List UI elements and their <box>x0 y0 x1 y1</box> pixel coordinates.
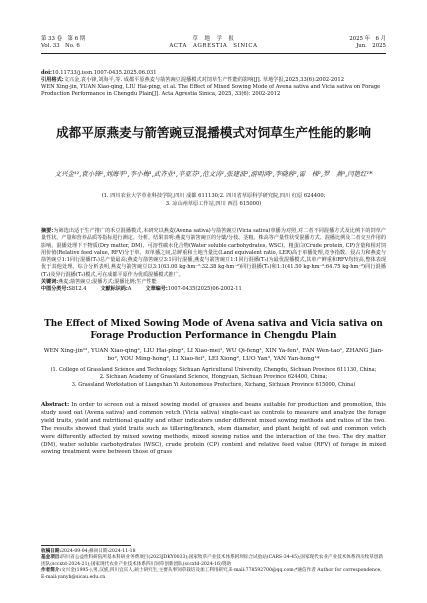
clc-label: 中图分类号: <box>41 286 69 292</box>
received-dates: 2024-09-04;修回日期:2024-11-18 <box>61 549 136 554</box>
volume-en: Vol. 33 No. 6 <box>41 43 80 49</box>
fund-label: 基金项目: <box>41 555 62 561</box>
citation-cn <box>41 77 386 84</box>
abstract-chinese <box>41 228 386 293</box>
article-number: 1007-0435(2025)06-2002-11 <box>167 286 242 292</box>
affiliation-line: 3. 凉山州草原工作站,四川 西昌 615000) <box>165 200 262 207</box>
date-cn: 2025 年 6 月 <box>349 36 386 42</box>
footnote-divider <box>41 545 131 546</box>
author-bio-note <box>41 568 386 581</box>
date-en: Jun. 2025 <box>356 43 386 49</box>
affiliations-english <box>41 367 386 389</box>
volume-cn: 第 33 卷 第 6 期 <box>41 36 86 42</box>
fund-note <box>41 555 386 568</box>
doi-label: doi: <box>41 70 52 76</box>
clc-number: S812.4 <box>68 286 87 292</box>
affiliation-line: 3. Grassland Workstation of Liangshan Yi Autonomous Prefecture, Xichang, Sichuan Province 615000, China) <box>71 381 356 388</box>
journal-name-en: ACTA AGRESTIA SINICA <box>169 43 258 49</box>
received-label: 收稿日期: <box>41 549 62 554</box>
header-divider <box>41 53 386 54</box>
abstract-en-text: In order to screen out a mixed sowing model of grasses and beans suitable for production and promotion, this study used oat (Avena sativa) and common vetch (Vicia sativa) single-cast as controls to measure and analyze the forage yield traits, yield and nutritional quality and other indicators under different mixed sowing methods and ratios of the two. The results showed that yield traits such as tillering/branch, stem diameter, and plant height of oat and common vetch were differently affected by mixed sowing methods, mixed sowing ratios and the interaction of the two. The dry matter (DM), water soluble carbohydrates (WSC), crude protein (CP) content and relative feed value (RFV) of forage in mixed sowing treatment were between those of grass <box>41 402 387 456</box>
article-number-label: 文章编号: <box>145 286 168 292</box>
affiliation-line: (1. 四川农业大学草业科技学院,四川 成都 611130;2. 四川省草原科学研究院,四川 红原 624400; <box>101 193 326 199</box>
abstract-cn-text: 为筛选出适于生产推广的禾豆混播模式,本研究以燕麦(Avena sativa)与箭筈豌豆(Vicia sativa)单播为对照,对二者不同混播方式及比例下的饲草产量性状、产量和营养品质等指标进行测定、分析。结果表明:燕麦与箭筈豌豆的分蘖/分枝、茎粗、株高等产量性状受混播方式、混播比例及二者交互作用的影响。混播处理下干物质(Dry matter, DM)、可溶性碳水化合物(Water soluble carbohydrates, WSC)、粗蛋白(Crude protein, CP)含量和相对饲用价值(Relative feed value, RFV)分于单、双单播之间,总鲜重和土地当量比(Land equivalent ratio, LER)高于单播处理,竞争指数、侵占力和燕麦与箭筈豌豆1:1同行混播(T₁)总产量最高;燕麦与箭筈豌豆3:1同行混播,燕麦与箭筈豌豆1:1同行混播(T₃)为最优混播模式,其单产鲜重和RFV均较高,整体表现优于其他处理。综合分析表明,燕麦与箭筈豌豆以3:1(63.00 kg·hm⁻²:32.38 kg·hm⁻²)同行混播(T₃)和1:1(41.50 kg·hm⁻²:64.75 kg·hm⁻²)同行混播(T₁)及异行混播(T₅)模式,可在成都平原作为优质混播模式推广。 <box>41 228 386 278</box>
citation-label: 引用格式: <box>41 77 64 84</box>
affiliations-chinese <box>41 193 386 208</box>
fund-text: 四川省公益性科研院所基本科研业务费项目(2023JDKY0033);国家牧草产业技术体系阿坝综合试验站(CARS-34-45);国家现代农业产业技术体系四川牧草创新团队(sccxtd-2024-21);国家现代农业产业技术体系四川饲草创新团队(sccxtd-2024-16)资助 <box>41 555 384 567</box>
journal-name-cn: 草 地 学 报 <box>192 36 235 42</box>
classification-row <box>41 286 386 293</box>
abstract-english <box>41 402 386 457</box>
citation-block <box>41 70 386 98</box>
running-header <box>41 36 386 54</box>
title-chinese: 成都平原燕麦与箭筈豌豆混播模式对饲草生产性能的影响 <box>56 125 371 140</box>
title-english: The Effect of Mixed Sowing Mode of Avena sativa and Vicia sativa on Forage Production Performance in Chengdu Plain <box>44 319 383 341</box>
affiliation-line: 2. Sichuan Academy of Grassland Science, Hongyuan, Sichuan Province 624400, China; <box>99 374 328 381</box>
footnotes <box>41 545 386 581</box>
keywords-chinese <box>41 279 386 286</box>
affiliation-line: (1. College of Grassland Science and Technology, Sichuan Agricultural University, Chengdu, Sichuan Province 611130, China; <box>50 367 377 373</box>
doi-value[interactable]: 10.11733/j.issn.1007-0435.2025.06.031 <box>51 70 157 76</box>
bio-label: 作者简介: <box>41 568 62 574</box>
doc-code: A <box>127 286 132 292</box>
abstract-en-label: Abstract: <box>41 402 70 408</box>
abstract-cn-label: 摘要: <box>41 228 54 234</box>
keywords-label: 关键词: <box>41 278 59 285</box>
authors-english: WEN Xing-jin¹², YUAN Xiao-qing¹, LIU Hai-ping¹, LI Xiao-mei¹, WU Qi-feng¹, XIN Ya-fen¹, FAN Wen-tao¹, ZHANG Jian-bo², YOU Ming-hong², LI Xiao-fei², LEI Xiong², LUO Yan³, YAN Yan-hong¹* <box>43 348 384 362</box>
citation-en: WEN Xing-jin, YUAN Xiao-qing, LIU Hai-ping, et al. The Effect of Mixed Sowing Mode of Avena sativa and Vicia sativa on Forage Production Performance in Chengdu Plain[J]. Acta Agrestia Sinica, 2025, 33(6): 2002-2012 <box>41 84 381 98</box>
bio-text: 文兴金(1995-),男,汉族,四川宜宾人,硕士研究生,主要从事饲草栽培及加工利用研究,E-mail:778592700@qq.com;*通信作者 Author for correspondence, E-mail:yanyh@sicau.edu.cn <box>41 568 382 580</box>
citation-cn-text: 文兴金,袁小锋,刘海平,等. 成都平原燕麦与箭筈豌豆混播模式对饲草生产性能的影响[J]. 草地学报,2025,33(6):2002-2012 <box>63 77 345 84</box>
authors-chinese: 文兴金¹²,袁小锋¹,刘海平¹,李小梅¹,武齐业¹,辛亚芬¹,范文涛¹,张建波²,游明鸿²,李晓蓉²,雷 梯²,罗 燕³,闫艳红¹* <box>54 170 373 178</box>
doc-code-label: 文献标识码: <box>100 286 128 292</box>
keywords-text: 燕麦;箭筈豌豆;混播方式;混播比例;生产性能 <box>58 278 157 285</box>
